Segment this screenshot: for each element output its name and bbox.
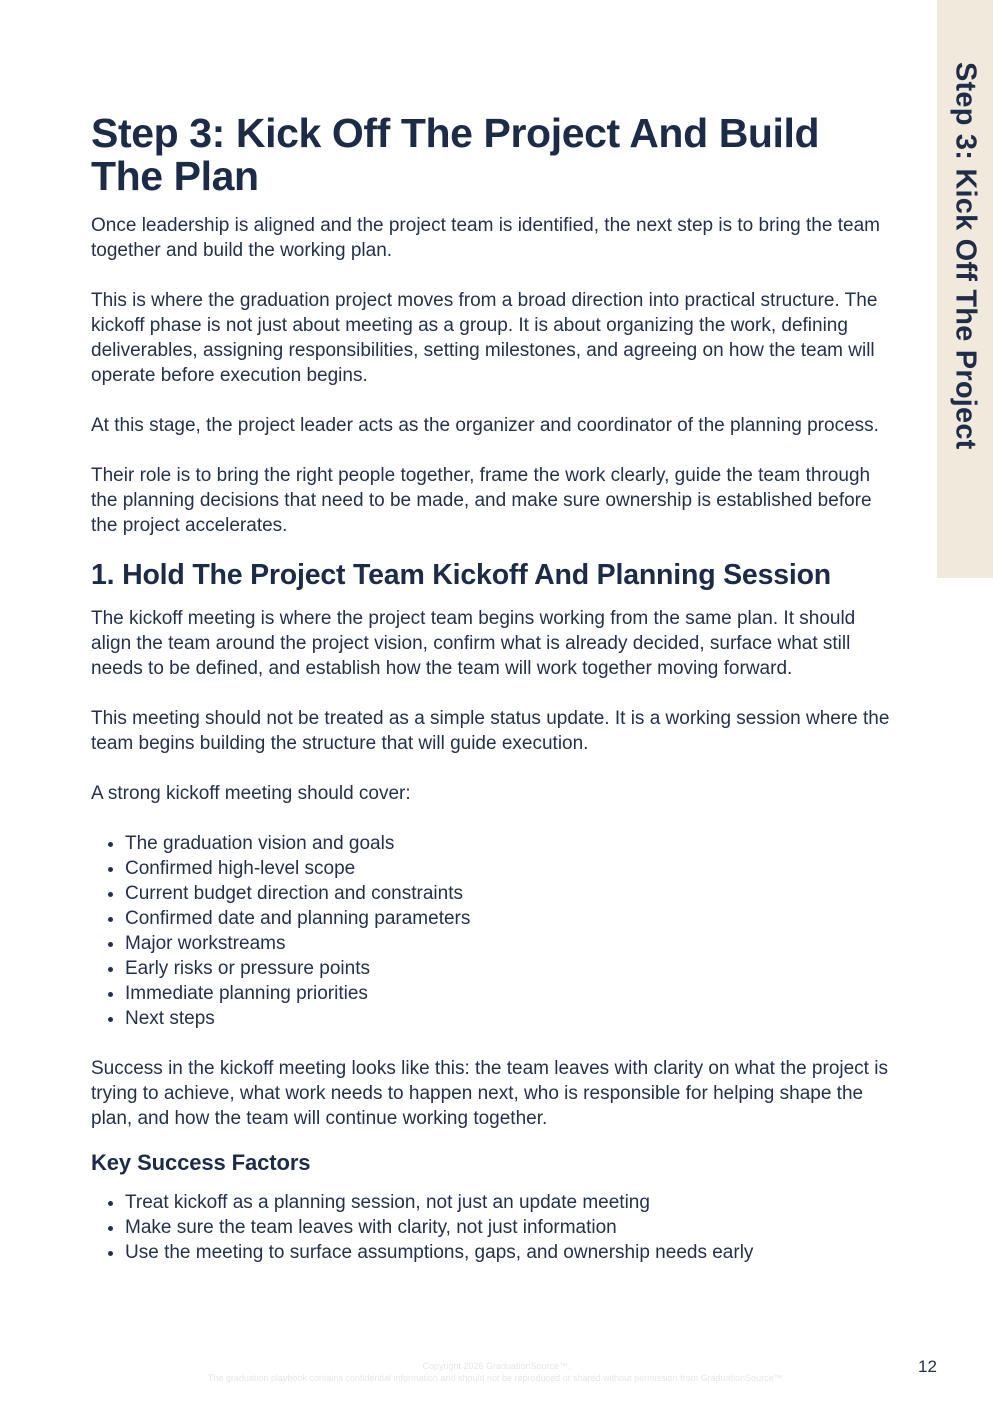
side-tab-label: Step 3: Kick Off The Project xyxy=(949,62,982,450)
page-number: 12 xyxy=(918,1357,937,1376)
list-item: • Use the meeting to surface assumptions, gaps, and ownership needs early xyxy=(125,1240,891,1265)
intro-paragraph-4: Their role is to bring the right people together, frame the work clearly, guide the team through the planning decisions that need to be made, and make sure ownership is established before the project accelerates. xyxy=(91,465,872,536)
intro-paragraph-2: This is where the graduation project moves from a broad direction into practical structure. The kickoff phase is not just about meeting as a group. It is about organizing the work, defining deliverables, assigning responsibilities, setting milestones, and agreeing on how the team will operate before execution begins. xyxy=(91,290,878,386)
list-item: • Make sure the team leaves with clarity, not just information xyxy=(125,1215,891,1240)
list-item: • Immediate planning priorities xyxy=(125,981,891,1006)
section-paragraph-3: A strong kickoff meeting should cover: xyxy=(91,783,411,804)
intro-paragraph-1: Once leadership is aligned and the project team is identified, the next step is to bring the team together and build the working plan. xyxy=(91,215,880,261)
list-item: • The graduation vision and goals xyxy=(125,831,891,856)
intro-paragraph-3: At this stage, the project leader acts as the organizer and coordinator of the planning process. xyxy=(91,415,879,436)
section-heading: 1. Hold The Project Team Kickoff And Planning Session xyxy=(91,559,832,591)
list-item: • Next steps xyxy=(125,1006,891,1031)
list-item: • Current budget direction and constraints xyxy=(125,881,891,906)
section-paragraph-2: This meeting should not be treated as a simple status update. It is a working session where the team begins building the structure that will guide execution. xyxy=(91,708,890,754)
list-item: • Major workstreams xyxy=(125,931,891,956)
page-title: Step 3: Kick Off The Project And Build The Plan xyxy=(91,110,820,199)
success-paragraph: Success in the kickoff meeting looks like this: the team leaves with clarity on what the project is trying to achieve, what work needs to happen next, who is responsible for helping shape the plan, and how the team will continue working together. xyxy=(91,1058,888,1129)
list-item: • Confirmed date and planning parameters xyxy=(125,906,891,931)
list-item: • Confirmed high-level scope xyxy=(125,856,891,881)
section-paragraph-1: The kickoff meeting is where the project team begins working from the same plan. It should align the team around the project vision, confirm what is already decided, surface what still needs to be defined, and establish how the team will work together moving forward. xyxy=(91,608,856,679)
footer-notice: The graduation playbook contains confidential information and should not be reproduced or shared without permission from GraduationSource™. xyxy=(207,1373,786,1383)
page-content xyxy=(91,112,891,1265)
list-item: • Early risks or pressure points xyxy=(125,956,891,981)
footer-copyright: Copyright 2026 GraduationSource™. xyxy=(422,1361,571,1371)
key-success-list xyxy=(91,1190,891,1265)
page-footer xyxy=(0,1360,993,1384)
list-item: • Treat kickoff as a planning session, not just an update meeting xyxy=(125,1190,891,1215)
side-tab xyxy=(937,0,993,578)
key-success-heading: Key Success Factors xyxy=(91,1150,311,1175)
kickoff-cover-list xyxy=(91,831,891,1031)
